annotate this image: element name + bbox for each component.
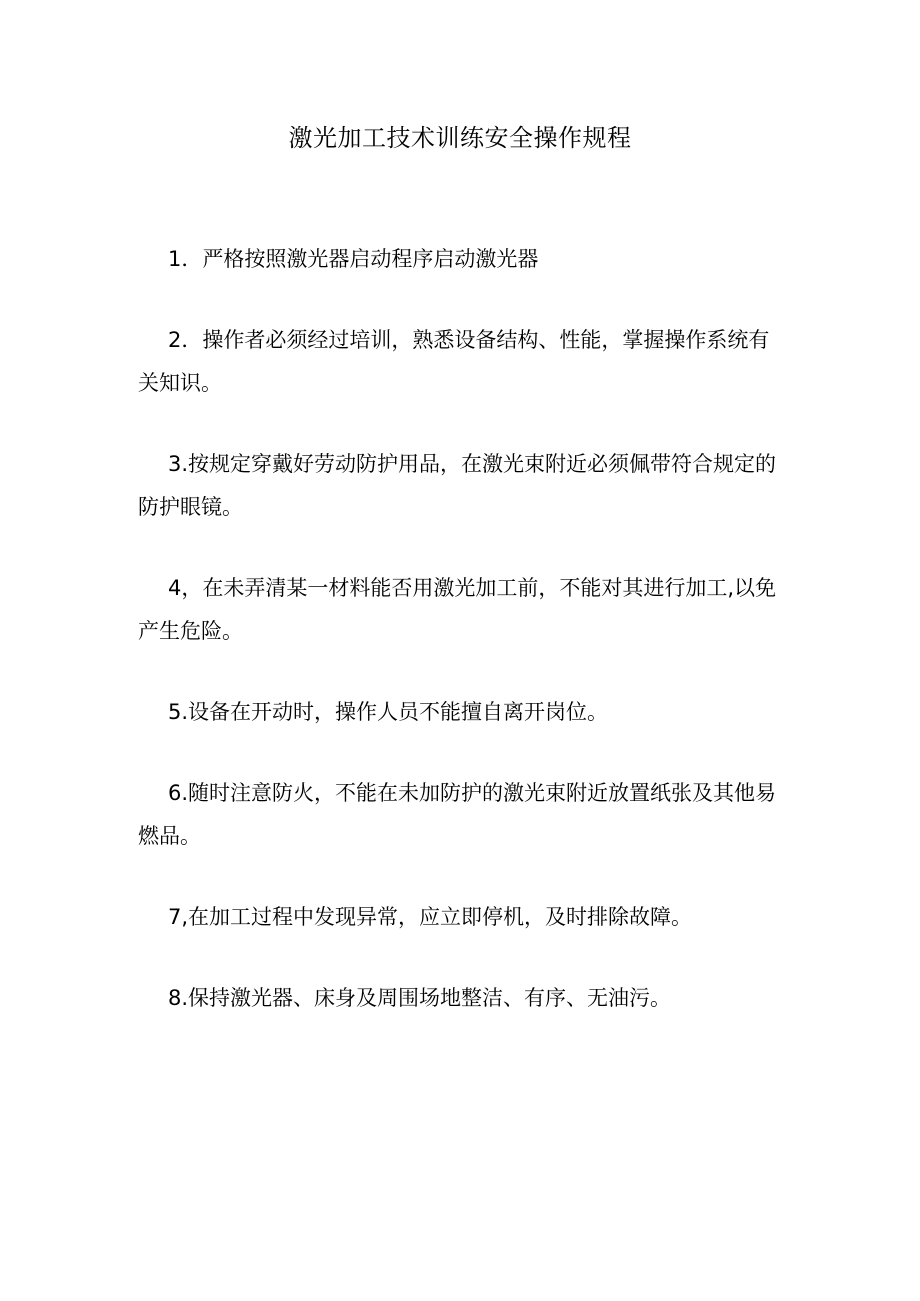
clause-1: 1．严格按照激光器启动程序启动激光器 (168, 247, 539, 271)
clause-8: 8.保持激光器、床身及周围场地整洁、有序、无油污。 (168, 986, 672, 1010)
clause-7: 7,在加工过程中发现异常，应立即停机，及时排除故障。 (168, 905, 693, 929)
clause-2: 2．操作者必须经过培训，熟悉设备结构、性能，掌握操作系统有关知识。 (138, 328, 770, 395)
document-title: 激光加工技术训练安全操作规程 (288, 124, 632, 152)
clause-4: 4，在未弄清某一材料能否用激光加工前，不能对其进行加工,以免产生危险。 (138, 576, 777, 643)
clause-6: 6.随时注意防火，不能在未加防护的激光束附近放置纸张及其他易燃品。 (138, 781, 777, 848)
clause-list (138, 238, 788, 1058)
clause-5: 5.设备在开动时，操作人员不能擅自离开岗位。 (168, 700, 609, 724)
clause-3: 3.按规定穿戴好劳动防护用品，在激光束附近必须佩带符合规定的防护眼镜。 (138, 452, 777, 519)
